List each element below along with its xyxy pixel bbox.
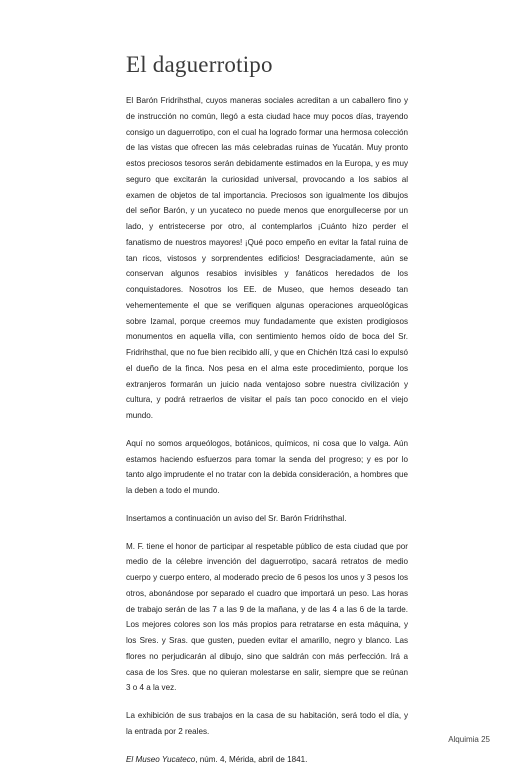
paragraph: La exhibición de sus trabajos en la casa de su habitación, será todo el día, y la entrada por 2 reales. [126,711,408,736]
source-details: , núm. 4, Mérida, abril de 1841. [195,754,308,764]
article-body [126,93,408,779]
source-title: El Museo Yucateco [126,754,196,764]
paragraph: Insertamos a continuación un aviso del Sr. Barón Fridrihsthal. [126,513,347,523]
paragraph: Aquí no somos arqueólogos, botánicos, químicos, ni cosa que lo valga. Aún estamos haciendo esfuerzos para tomar la senda del progreso; y es por lo tanto algo imprudente el no tratar con la debida consideración, a hombres que la deben a todo el mundo. [126,438,408,495]
paragraph: M. F. tiene el honor de participar al respetable público de esta ciudad que por medio de la célebre invención del daguerrotipo, sacará retratos de medio cuerpo y cuerpo entero, al moderado precio de 6 pesos los unos y 3 pesos los otros, abonándose por separado el cuadro que importará un peso. Las horas de trabajo serán de las 7 a las 9 de la mañana, y de las 4 a las 6 de la tarde. Los mejores colores son los más propios para retratarse en esta máquina, y los Sres. y Sras. que gusten, pueden evitar el amarillo, negro y blanco. Las flores no perjudicarán al dibujo, sino que saldrán con más perfección. Irá a casa de los Sres. que no quieran molestarse en salir, siempre que se reúnan 3 o 4 a la vez. [126,541,408,693]
source-credit [126,752,408,768]
page-folio: Alquimia 25 [448,735,490,744]
article-title: El daguerrotipo [126,52,273,77]
paragraph: El Barón Fridrihsthal, cuyos maneras sociales acreditan a un caballero fino y de instrucción no común, llegó a esta ciudad hace muy pocos días, trayendo consigo un daguerrotipo, con el cual ha logrado formar una hermosa colección de las vistas que ofrecen las más celebradas ruinas de Yucatán. Muy pronto estos preciosos tesoros serán debidamente estimados en la Europa, y es muy seguro que excitarán la curiosidad universal, provocando a los sabios al examen de objetos de tal importancia. Preciosos son igualmente los dibujos del señor Barón, y un yucateco no puede menos que enorgullecerse por un lado, y entristecerse por otro, al contemplarlos ¡Cuánto hizo perder el fanatismo de nuestros mayores! ¡Qué poco empeño en evitar la fatal ruina de tan ricos, vistosos y sorprendentes edificios! Desgraciadamente, aún se conservan algunos resabios invisibles y fanáticos heredados de los conquistadores. Nosotros los EE. de Museo, que hemos deseado tan vehementemente el que se verifiquen algunas operaciones arqueológicas sobre Izamal, porque creemos muy fundadamente que existen prodigiosos monumentos en aquella villa, con sentimiento hemos oído de boca del Sr. Fridrihsthal, que no fue bien recibido allí, y que en Chichén Itzá casi lo expulsó el dueño de la finca. Nos pesa en el alma este procedimiento, porque los extranjeros formarán un juicio nada ventajoso sobre nuestra civilización y cultura, y podrá retraerlos de visitar el país tan poco conocido en el viejo mundo. [126,96,408,420]
